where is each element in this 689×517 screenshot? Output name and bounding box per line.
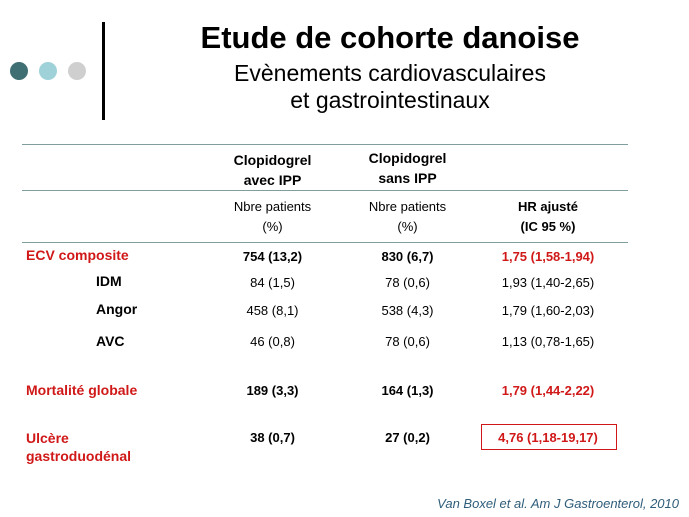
row-mortalite-c2: 164 (1,3) <box>381 383 434 398</box>
page-title: Etude de cohorte danoise <box>200 20 580 55</box>
col1-subheader <box>205 197 340 237</box>
col1-header-line2: avec IPP <box>243 172 302 188</box>
row-ulcere-c3: 4,76 (1,18-19,17) <box>498 430 598 445</box>
row-label-ulcere <box>26 429 131 465</box>
row-idm-c3: 1,93 (1,40-2,65) <box>501 275 595 290</box>
col1-sub-line2: (%) <box>262 219 283 234</box>
subtitle-line-1: Evènements cardiovasculaires <box>234 60 546 86</box>
subtitle-line-2: et gastrointestinaux <box>290 87 490 113</box>
col3-sub-line1: HR ajusté <box>518 199 578 214</box>
page-subtitle <box>110 60 670 114</box>
table-top-rule <box>22 144 628 145</box>
row-ecv-c2: 830 (6,7) <box>381 249 434 264</box>
col2-header-line1: Clopidogrel <box>368 150 447 166</box>
row-label-mortalite: Mortalité globale <box>26 382 138 398</box>
row-angor-c1: 458 (8,1) <box>246 303 299 318</box>
row-label-ulcere-line1: Ulcère <box>26 430 69 446</box>
row-label-ecv: ECV composite <box>26 247 129 263</box>
col1-sub-line1: Nbre patients <box>233 199 312 214</box>
row-angor-c2: 538 (4,3) <box>381 303 434 318</box>
row-label-idm: IDM <box>96 273 122 289</box>
col3-subheader <box>478 197 618 237</box>
row-ecv-c1: 754 (13,2) <box>242 249 303 264</box>
decor-dot-grey <box>68 62 86 80</box>
row-label-angor: Angor <box>96 301 138 317</box>
title-divider <box>102 22 105 120</box>
col2-header-line2: sans IPP <box>378 170 437 186</box>
row-ulcere-c2: 27 (0,2) <box>385 430 430 445</box>
col3-sub-line2: (IC 95 %) <box>520 219 576 234</box>
row-ecv-c3: 1,75 (1,58-1,94) <box>501 249 595 264</box>
col2-subheader <box>345 197 470 237</box>
row-avc-c1: 46 (0,8) <box>250 334 295 349</box>
row-mortalite-c1: 189 (3,3) <box>246 383 299 398</box>
table-subheader-rule <box>22 242 628 243</box>
decor-dot-dark <box>10 62 28 80</box>
row-idm-c1: 84 (1,5) <box>250 275 295 290</box>
row-idm-c2: 78 (0,6) <box>385 275 430 290</box>
row-avc-c2: 78 (0,6) <box>385 334 430 349</box>
row-angor-c3: 1,79 (1,60-2,03) <box>501 303 595 318</box>
row-avc-c3: 1,13 (0,78-1,65) <box>501 334 595 349</box>
row-mortalite-c3: 1,79 (1,44-2,22) <box>501 383 595 398</box>
col1-header-line1: Clopidogrel <box>233 152 312 168</box>
decor-dot-light <box>39 62 57 80</box>
col2-header <box>345 148 470 188</box>
col2-sub-line2: (%) <box>397 219 418 234</box>
table-header-rule <box>22 190 628 191</box>
citation: Van Boxel et al. Am J Gastroenterol, 2010 <box>437 496 679 511</box>
row-ulcere-c1: 38 (0,7) <box>250 430 295 445</box>
col1-header <box>205 150 340 190</box>
row-label-ulcere-line2: gastroduodénal <box>26 448 132 464</box>
row-label-avc: AVC <box>96 333 125 349</box>
col2-sub-line1: Nbre patients <box>368 199 447 214</box>
